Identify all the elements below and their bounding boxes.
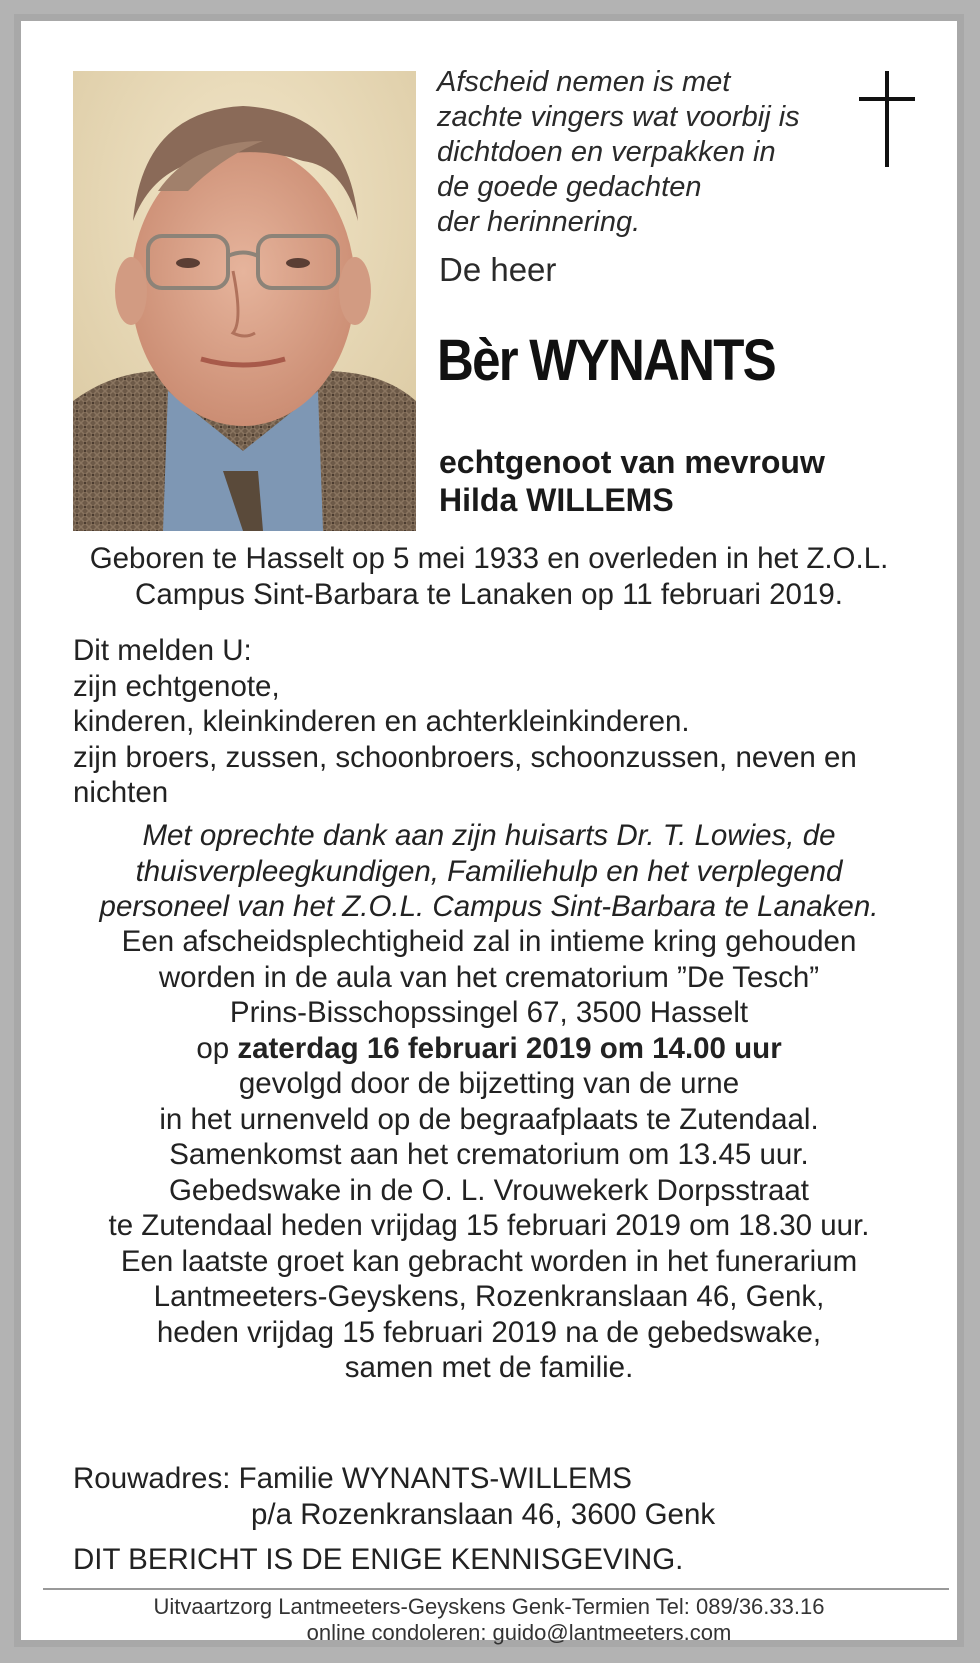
family-line: zijn broers, zussen, schoonbroers, schoonzussen, neven en [73,740,857,774]
portrait-photo [73,71,416,531]
ceremony-line: worden in de aula van het crematorium ”De Tesch” [158,960,820,994]
address-line: p/a Rozenkranslaan 46, 3600 Genk [251,1497,716,1531]
ceremony-line: in het urnenveld op de begraafplaats te Zutendaal. [159,1102,819,1136]
spouse-info [439,443,825,519]
quote-line: de goede gedachten [437,171,702,203]
ceremony-date: zaterdag 16 februari 2019 om 14.00 uur [237,1031,782,1065]
quote-line: zachte vingers wat voorbij is [437,101,800,133]
address-line: Rouwadres: Familie WYNANTS-WILLEMS [73,1462,632,1495]
footer-divider [43,1588,949,1590]
family-list [73,633,857,811]
notice-line: DIT BERICHT IS DE ENIGE KENNISGEVING. [73,1543,684,1576]
salutation: De heer [439,251,557,288]
deceased-name: Bèr WYNANTS [437,328,775,393]
ceremony-line: Gebedswake in de O. L. Vrouwekerk Dorpsstraat [168,1173,809,1207]
birth-death-line: Geboren te Hasselt op 5 mei 1933 en overleden in het Z.O.L. [89,542,889,575]
family-line: kinderen, kleinkinderen en achterkleinkinderen. [73,705,690,738]
mourning-address [73,1461,715,1532]
birth-death-line: Campus Sint-Barbara te Lanaken op 11 februari 2019. [135,577,843,611]
ceremony-line: Een afscheidsplechtigheid zal in intieme kring gehouden [121,925,857,958]
footer-line: online condoleren: guido@lantmeeters.com [306,1620,732,1645]
obituary-card [14,14,964,1647]
quote-text [437,65,817,240]
ceremony-line: heden vrijdag 15 februari 2019 na de gebedswake, [156,1315,822,1349]
thanks-line: personeel van het Z.O.L. Campus Sint-Barbara te Lanaken. [99,890,879,923]
quote-line: Afscheid nemen is met [437,66,731,98]
birth-death-text [21,541,957,612]
ceremony-line: Prins-Bisschopssingel 67, 3500 Hasselt [229,996,749,1029]
footer [21,1594,957,1646]
ceremony-text [21,924,957,1386]
quote-line: dichtdoen en verpakken in [437,136,776,168]
thanks-line: Met oprechte dank aan zijn huisarts Dr. T. Lowies, de [142,819,836,852]
ceremony-line: te Zutendaal heden vrijdag 15 februari 2019 om 18.30 uur. [108,1209,870,1242]
family-line: nichten [73,776,169,809]
spouse-line: Hilda WILLEMS [439,482,674,518]
ceremony-line: Een laatste groet kan gebracht worden in het funerarium [120,1244,858,1278]
notice-text [73,1542,683,1578]
family-line: zijn echtgenote, [73,669,280,703]
thanks-text [21,818,957,925]
ceremony-line: samen met de familie. [344,1351,634,1384]
ceremony-line: gevolgd door de bijzetting van de urne [238,1067,740,1100]
ceremony-line: Samenkomst aan het crematorium om 13.45 uur. [169,1138,809,1171]
ceremony-date-line [21,1031,957,1067]
thanks-line: thuisverpleegkundigen, Familiehulp en het verplegend [135,854,843,888]
card-inner [21,21,957,1645]
quote-line: der herinnering. [437,206,641,238]
footer-line: Uitvaartzorg Lantmeeters-Geyskens Genk-Termien Tel: 089/36.33.16 [153,1594,825,1619]
ceremony-date-prefix: op [196,1031,238,1065]
spouse-line: echtgenoot van mevrouw [439,444,825,480]
cross-icon [857,71,917,171]
ceremony-line: Lantmeeters-Geyskens, Rozenkranslaan 46, Genk, [153,1280,825,1313]
family-line: Dit melden U: [73,634,252,667]
